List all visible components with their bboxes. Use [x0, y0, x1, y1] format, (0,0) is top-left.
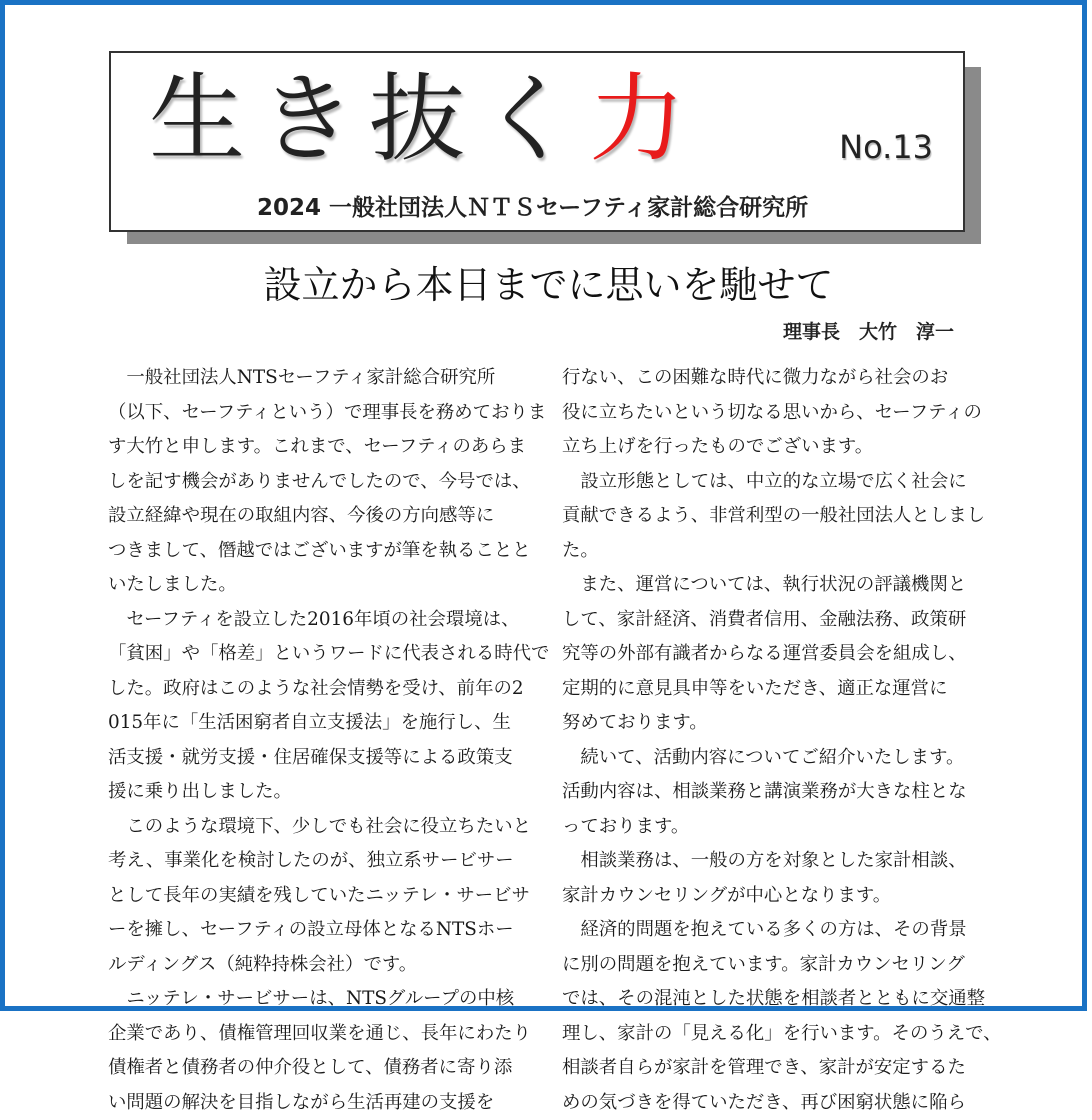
title-main: 生き抜く	[149, 63, 589, 175]
article-text-line: 立ち上げを行ったものでございます。	[562, 430, 990, 465]
article-text-line: 理し、家計の「見える化」を行います。そのうえで、	[562, 1017, 990, 1052]
article-text-line: 相談者自らが家計を管理でき、家計が安定するた	[562, 1051, 990, 1086]
article-text-line: して、家計経済、消費者信用、金融法務、政策研	[562, 603, 990, 638]
article-text-line: 定期的に意見具申等をいただき、適正な運営に	[562, 672, 990, 707]
article-text-line: しを記す機会がありませんでしたので、今号では、	[108, 465, 536, 500]
article-text-line: す大竹と申します。これまで、セーフティのあらま	[108, 430, 536, 465]
article-text-line: ーを擁し、セーフティの設立母体となるNTSホー	[108, 913, 536, 948]
article-text-line: 貢献できるよう、非営利型の一般社団法人としまし	[562, 499, 990, 534]
article-text-line: 一般社団法人NTSセーフティ家計総合研究所	[108, 361, 536, 396]
article-text-line: 経済的問題を抱えている多くの方は、その背景	[562, 913, 990, 948]
organization-name: 2024 一般社団法人ＮＴＳセーフティ家計総合研究所	[257, 193, 808, 223]
article-text-line: い問題の解決を目指しながら生活再建の支援を	[108, 1086, 536, 1120]
article-text-line: （以下、セーフティという）で理事長を務めておりま	[108, 396, 536, 431]
article-text-line: ニッテレ・サービサーは、NTSグループの中核	[108, 982, 536, 1017]
article-text-line: 努めております。	[562, 706, 990, 741]
article-text-line: した。政府はこのような社会情勢を受け、前年の2	[108, 672, 536, 707]
article-text-line: 企業であり、債権管理回収業を通じ、長年にわたり	[108, 1017, 536, 1052]
article-text-line: 援に乗り出しました。	[108, 775, 536, 810]
article-text-line: 行ない、この困難な時代に微力ながら社会のお	[562, 361, 990, 396]
article-text-line: 活支援・就労支援・住居確保支援等による政策支	[108, 741, 536, 776]
article-text-line: っております。	[562, 810, 990, 845]
article-text-line: また、運営については、執行状況の評議機関と	[562, 568, 990, 603]
article-column-right	[562, 361, 990, 1120]
article-text-line: セーフティを設立した2016年頃の社会環境は、	[108, 603, 536, 638]
article-text-line: ルディングス（純粋持株会社）です。	[108, 948, 536, 983]
article-text-line: めの気づきを得ていただき、再び困窮状態に陥ら	[562, 1086, 990, 1120]
article-headline: 設立から本日までに思いを馳せて	[5, 260, 1092, 310]
article-text-line: 究等の外部有識者からなる運営委員会を組成し、	[562, 637, 990, 672]
article-text-line: このような環境下、少しでも社会に役立ちたいと	[108, 810, 536, 845]
article-text-line: た。	[562, 534, 990, 569]
title-accent: 力	[589, 63, 699, 175]
article-text-line: として長年の実績を残していたニッテレ・サービサ	[108, 879, 536, 914]
article-text-line: 考え、事業化を検討したのが、独立系サービサー	[108, 844, 536, 879]
article-text-line: 設立経緯や現在の取組内容、今後の方向感等に	[108, 499, 536, 534]
article-text-line: 活動内容は、相談業務と講演業務が大きな柱とな	[562, 775, 990, 810]
article-author: 理事長 大竹 淳一	[783, 319, 954, 345]
article-text-line: 役に立ちたいという切なる思いから、セーフティの	[562, 396, 990, 431]
article-text-line: つきまして、僭越ではございますが筆を執ることと	[108, 534, 536, 569]
masthead	[109, 51, 965, 232]
article-text-line: 相談業務は、一般の方を対象とした家計相談、	[562, 844, 990, 879]
newsletter-title	[149, 59, 699, 179]
article-text-line: 015年に「生活困窮者自立支援法」を施行し、生	[108, 706, 536, 741]
article-text-line: 続いて、活動内容についてご紹介いたします。	[562, 741, 990, 776]
article-text-line: 債権者と債務者の仲介役として、債務者に寄り添	[108, 1051, 536, 1086]
issue-number: No.13	[839, 127, 933, 167]
article-text-line: 「貧困」や「格差」というワードに代表される時代で	[108, 637, 536, 672]
article-text-line: 設立形態としては、中立的な立場で広く社会に	[562, 465, 990, 500]
article-column-left	[108, 361, 536, 1120]
article-text-line: いたしました。	[108, 568, 536, 603]
article-text-line: に別の問題を抱えています。家計カウンセリング	[562, 948, 990, 983]
article-text-line: 家計カウンセリングが中心となります。	[562, 879, 990, 914]
article-text-line: では、その混沌とした状態を相談者とともに交通整	[562, 982, 990, 1017]
